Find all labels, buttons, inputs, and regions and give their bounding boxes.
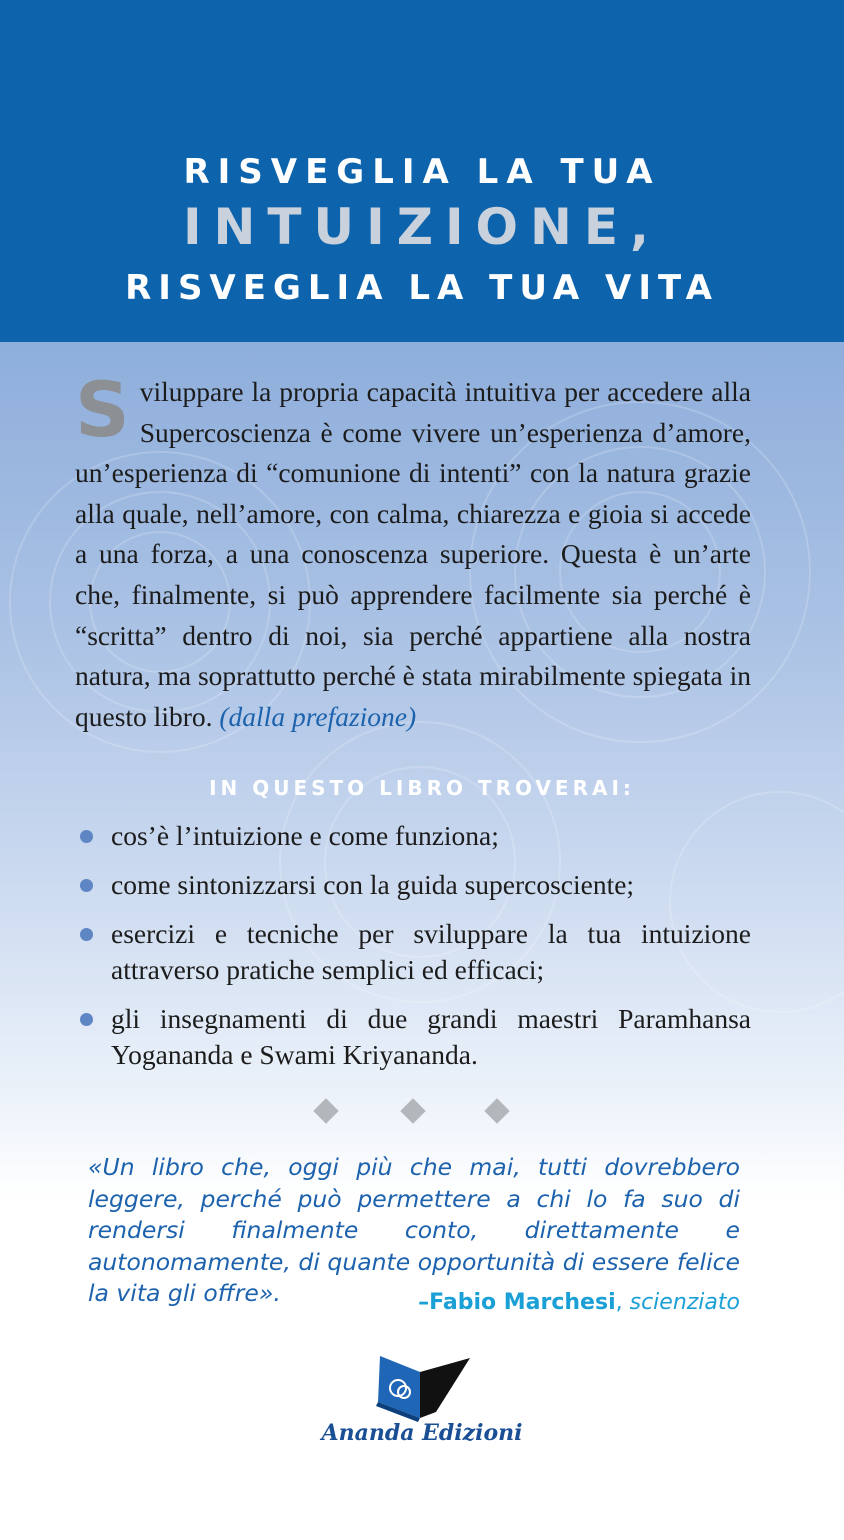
open-book-logo-icon	[372, 1350, 472, 1430]
drop-cap: S	[75, 365, 130, 454]
section-title: IN QUESTO LIBRO TROVERAI:	[209, 776, 635, 800]
author-name: –Fabio Marchesi	[418, 1290, 616, 1315]
list-item: gli insegnamenti di due grandi maestri Paramhansa Yogananda e Swami Kriyananda.	[75, 1001, 751, 1073]
testimonial-quote: «Un libro che, oggi più che mai, tutti dovrebbero leggere, perché può permettere a chi lo fa suo di rendersi finalmente conto, direttamente e autonomamente, di quante opportunità di essere felice la vita gli offre».	[88, 1153, 740, 1307]
bullet-icon	[80, 879, 93, 892]
list-item: come sintonizzarsi con la guida supercosciente;	[75, 867, 751, 903]
feature-list	[75, 818, 751, 1086]
diamond-icon	[313, 1098, 338, 1123]
quote-author: –Fabio Marchesi, scienziato	[418, 1290, 740, 1315]
list-item: esercizi e tecniche per sviluppare la tua intuizione attraverso pratiche semplici ed efficaci;	[75, 916, 751, 988]
header-banner	[0, 0, 844, 342]
bullet-icon	[80, 928, 93, 941]
publisher-name: Ananda Edizioni	[321, 1420, 523, 1446]
diamond-icon	[484, 1098, 509, 1123]
headline-line-3: RISVEGLIA LA TUA VITA	[125, 268, 719, 308]
diamond-icon	[400, 1098, 425, 1123]
list-item: cos’è l’intuizione e come funziona;	[75, 818, 751, 854]
bullet-icon	[80, 1013, 93, 1026]
intro-paragraph	[75, 365, 751, 737]
headline-line-2: INTUIZIONE,	[182, 198, 662, 256]
bullet-icon	[80, 830, 93, 843]
headline-line-1: RISVEGLIA LA TUA	[183, 152, 661, 192]
diamond-divider	[0, 1098, 844, 1128]
intro-citation: (dalla prefazione)	[219, 700, 417, 732]
intro-text: viluppare la propria capacità intuitiva per accedere alla Supercoscienza è come vivere un’esperienza d’amore, un’esperienza di “comunione di intenti” con la natura grazie alla quale, nell’amore, con calma, chiarezza e gioia si accede a una forza, a una conoscenza superiore. Questa è un’arte che, finalmente, si può apprendere facilmente sia perché è “scritta” dentro di noi, sia perché appartiene alla nostra natura, ma soprattutto perché è stata mirabilmente spiegata in questo libro.	[75, 376, 751, 732]
author-role: scienziato	[629, 1290, 740, 1315]
